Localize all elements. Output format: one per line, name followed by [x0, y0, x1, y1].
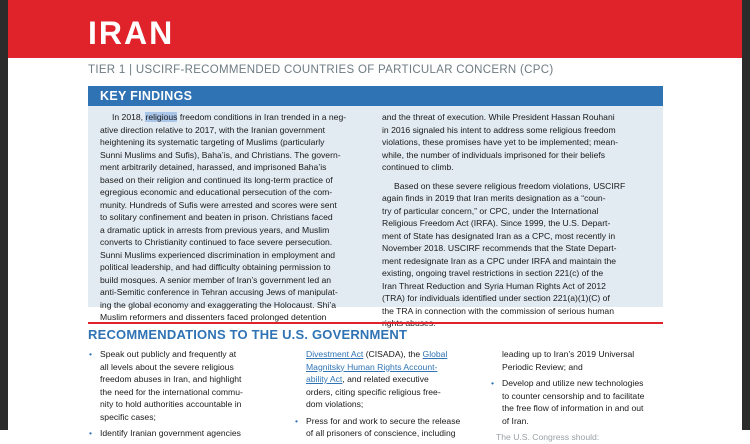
paragraph-line: [100, 111, 365, 124]
paragraph-line: egregious economic and educational persecution of the com-: [100, 187, 333, 197]
bullet-line: the need for the international commu-: [100, 386, 243, 397]
bullet-icon: •: [295, 415, 299, 426]
paragraph-line: Religious Freedom Act (IRFA). Since 1999, the U.S. Depart-: [382, 218, 611, 228]
bullet-line: Identify Iranian government agencies: [100, 428, 241, 438]
paragraph-line: a dramatic uptick in arrests from previous years, and Muslim: [100, 224, 330, 235]
header-banner: [8, 0, 742, 58]
paragraph-line: political leadership, and had difficulty obtaining permission to: [100, 262, 331, 272]
paragraph-line: and the threat of execution. While President Hassan Rouhani: [382, 112, 615, 122]
bullet-line: leading up to Iran’s 2019 Universal: [502, 349, 635, 359]
paragraph-line: the TRA in connection with the commission of serious human: [382, 305, 614, 316]
bullet-line: dom violations;: [306, 399, 364, 409]
section-divider: [88, 322, 663, 324]
tier-subtitle: TIER 1 | USCIRF-RECOMMENDED COUNTRIES OF PARTICULAR CONCERN (CPC): [88, 64, 554, 76]
global-magnitsky-link[interactable]: Global: [422, 349, 448, 359]
bullet-line: [306, 361, 479, 374]
paragraph-line: Based on these severe religious freedom violations, USCIRF: [394, 180, 626, 191]
recommendations-column-2: [294, 348, 479, 440]
bullet-line: Press for and work to secure the release: [306, 415, 461, 426]
paragraph-line: Sunni Muslims experienced discrimination in employment and: [100, 249, 336, 260]
bullet-icon: •: [89, 349, 93, 359]
paragraph-line: ative direction relative to 2017, with the Iranian government: [100, 124, 325, 135]
recommendations-column-3: [490, 348, 665, 444]
page-title: IRAN: [88, 15, 175, 51]
bullet-line: all levels about the severe religious: [100, 361, 234, 372]
paragraph-line: violations, these promises have yet to be implemented; mean-: [382, 137, 618, 147]
paragraph-line: heightening its systematic targeting of Muslims (particularly: [100, 137, 325, 147]
paragraph-line: ment of State has designated Iran as a CPC, most recently in: [382, 230, 616, 241]
bullet-line: freedom abuses in Iran, and highlight: [100, 374, 242, 384]
bullet-line: the free flow of information in and out: [502, 403, 644, 413]
bullet-line: of all prisoners of conscience, including: [306, 428, 456, 438]
global-magnitsky-link-cont[interactable]: Magnitsky Human Rights Account-: [306, 361, 438, 372]
paragraph-line: converts to Christianity continued to face severe persecution.: [100, 237, 333, 247]
paragraph-line: while, the number of individuals imprisoned for their beliefs: [382, 149, 606, 160]
text-span: (CISADA), the: [363, 349, 423, 359]
paragraph-line: ment arbitrarily detained, harassed, and imprisoned Baha’is: [100, 162, 327, 172]
recommendations-column-1: [88, 348, 278, 440]
congress-heading: The U.S. Congress should:: [496, 432, 600, 442]
paragraph-line: in 2016 signaled his intent to address some religious freedom: [382, 124, 616, 135]
bullet-item: [490, 377, 665, 427]
bullet-icon: •: [89, 428, 93, 438]
paragraph-line: anti-Semitic conference in Tehran accusing Jews of manipulat-: [100, 287, 338, 297]
paragraph-line: to solitary confinement and beaten in prison. Christians faced: [100, 212, 333, 222]
right-frame-border: [742, 0, 750, 430]
left-frame-border: [0, 0, 8, 430]
bullet-line: specific cases;: [100, 411, 156, 422]
bullet-icon: •: [491, 378, 495, 388]
continued-bullet: [490, 348, 665, 373]
key-findings-title: KEY FINDINGS: [100, 89, 193, 103]
paragraph-line: Iran Threat Reduction and Syria Human Rights Act of 2012: [382, 280, 606, 291]
paragraph-line: existing, ongoing travel restrictions in section 221(c) of the: [382, 268, 604, 278]
recommendations-title: RECOMMENDATIONS TO THE U.S. GOVERNMENT: [88, 327, 408, 342]
findings-left-column: [100, 111, 365, 324]
bullet-line: Develop and utilize new technologies: [502, 378, 644, 388]
paragraph-line: build mosques. A senior member of Iran’s government led an: [100, 274, 332, 285]
text-span: , and related executive: [342, 374, 429, 384]
paragraph-line: Sunni Muslims and Sufis), Baha’is, and Christians. The govern-: [100, 149, 341, 160]
bullet-line: Periodic Review; and: [502, 361, 583, 372]
text-span: freedom conditions in Iran trended in a neg-: [177, 112, 347, 122]
paragraph-line: (TRA) for individuals identified under section 221(a)(1)(C) of: [382, 293, 610, 303]
paragraph-line: ing the global economy and exaggerating the Holocaust. Shi’a: [100, 299, 337, 310]
bullet-line: [306, 373, 479, 386]
global-magnitsky-link-end[interactable]: ability Act: [306, 374, 343, 384]
paragraph-line: again finds in 2019 that Iran merits designation as a “coun-: [382, 193, 606, 203]
paragraph-line: continued to climb.: [382, 162, 454, 172]
findings-right-column: [382, 111, 653, 330]
bullet-item: [294, 415, 479, 440]
key-findings-header: [88, 86, 663, 106]
paragraph-line: Muslim reformers and dissenters faced prolonged detention: [100, 312, 327, 322]
bullet-line: orders, citing specific religious free-: [306, 386, 441, 397]
continued-bullet: [294, 348, 479, 411]
bullet-item: [88, 427, 278, 440]
bullet-line: nity to hold authorities accountable in: [100, 399, 242, 409]
bullet-line: of Iran.: [502, 415, 529, 426]
paragraph-line: based on their religion and continued its long-term practice of: [100, 174, 333, 185]
paragraph-line: munity. Hundreds of Sufis were arrested and scores were sent: [100, 199, 337, 210]
bullet-line: Speak out publicly and frequently at: [100, 349, 237, 359]
text-span: In 2018,: [112, 112, 146, 122]
paragraph-line: try of particular concern,” or CPC, under the International: [382, 205, 599, 216]
key-findings-box: [88, 86, 663, 322]
paragraph-line: November 2018. USCIRF recommends that the State Depart-: [382, 243, 617, 253]
bullet-item: [88, 348, 278, 423]
highlighted-word[interactable]: religious: [145, 112, 178, 122]
bullet-line: [306, 348, 479, 361]
cisada-link[interactable]: Divestment Act: [306, 349, 364, 359]
bullet-line: to counter censorship and to facilitate: [502, 390, 645, 401]
paragraph-line: ment redesignate Iran as a CPC under IRFA and maintain the: [382, 255, 617, 266]
